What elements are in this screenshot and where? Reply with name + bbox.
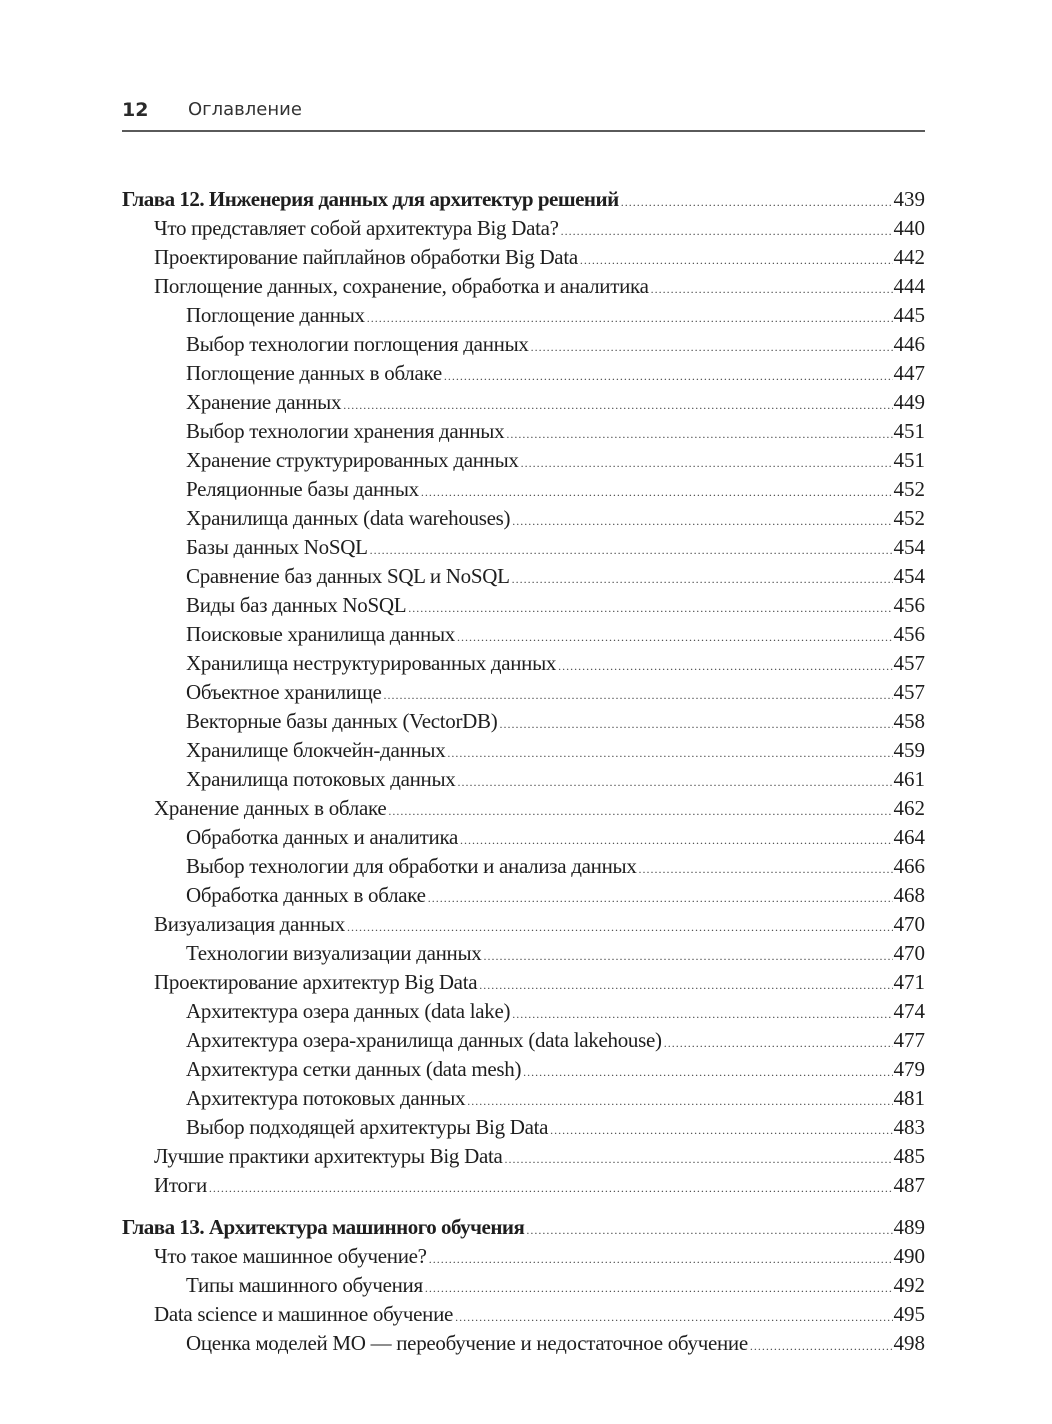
dot-leader [460, 826, 892, 855]
entry-title: Что такое машинное обучение? [154, 1244, 427, 1268]
toc-entry[interactable] [122, 330, 925, 359]
toc-entry[interactable] [122, 388, 925, 417]
dot-leader [531, 333, 893, 362]
entry-title: Что представляет собой архитектура Big Data? [154, 216, 559, 240]
dot-leader [664, 1029, 893, 1058]
dot-leader [383, 681, 892, 710]
entry-title: Типы машинного обучения [186, 1273, 423, 1297]
entry-page: 451 [893, 448, 925, 472]
dot-leader [458, 768, 893, 797]
dot-leader [447, 739, 892, 768]
toc-entry[interactable] [122, 301, 925, 330]
toc-entry[interactable] [122, 910, 925, 939]
entry-page: 464 [893, 825, 925, 849]
dot-leader [429, 1245, 893, 1274]
entry-page: 468 [893, 883, 925, 907]
entry-page: 454 [893, 535, 925, 559]
entry-page: 470 [893, 912, 925, 936]
entry-page: 485 [893, 1144, 925, 1168]
entry-title: Объектное хранилище [186, 680, 382, 704]
entry-page: 459 [893, 738, 925, 762]
dot-leader [421, 478, 893, 507]
entry-title: Проектирование архитектур Big Data [154, 970, 478, 994]
entry-page: 481 [893, 1086, 925, 1110]
running-head [122, 97, 925, 127]
dot-leader [505, 1145, 893, 1174]
dot-leader [367, 304, 893, 333]
entry-title: Data science и машинное обучение [154, 1302, 454, 1326]
entry-page: 447 [893, 361, 925, 385]
dot-leader [506, 420, 892, 449]
entry-title: Хранение данных в облаке [154, 796, 387, 820]
toc-entry[interactable] [122, 1113, 925, 1142]
dot-leader [467, 1087, 892, 1116]
entry-title: Архитектура сетки данных (data mesh) [186, 1057, 522, 1081]
entry-title: Архитектура озера-хранилища данных (data lakehouse) [186, 1028, 662, 1052]
entry-page: 461 [893, 767, 925, 791]
entry-page: 495 [893, 1302, 925, 1326]
entry-title: Выбор технологии поглощения данных [186, 332, 529, 356]
toc-entry[interactable] [122, 214, 925, 243]
dot-leader [639, 855, 893, 884]
entry-title: Архитектура озера данных (data lake) [186, 999, 511, 1023]
entry-page: 446 [893, 332, 925, 356]
dot-leader [558, 652, 892, 681]
toc-entry[interactable] [122, 1271, 925, 1300]
entry-page: 444 [893, 274, 925, 298]
toc-entry[interactable] [122, 243, 925, 272]
toc-entry[interactable] [122, 475, 925, 504]
dot-leader [483, 942, 892, 971]
entry-page: 442 [893, 245, 925, 269]
entry-page: 457 [893, 680, 925, 704]
entry-title: Итоги [154, 1173, 207, 1197]
entry-title: Технологии визуализации данных [186, 941, 482, 965]
entry-title: Базы данных NoSQL [186, 535, 368, 559]
dot-leader [521, 449, 893, 478]
entry-page: 454 [893, 564, 925, 588]
entry-page: 470 [893, 941, 925, 965]
toc-entry[interactable] [122, 1300, 925, 1329]
entry-title: Архитектура потоковых данных [186, 1086, 466, 1110]
dot-leader [408, 594, 892, 623]
entry-title: Выбор технологии хранения данных [186, 419, 505, 443]
entry-page: 490 [893, 1244, 925, 1268]
page-number: 12 [122, 99, 149, 121]
toc-entry[interactable] [122, 1242, 925, 1271]
entry-title: Хранение структурированных данных [186, 448, 519, 472]
toc-entry[interactable] [122, 794, 925, 823]
toc-entry[interactable] [122, 852, 925, 881]
entry-title: Оценка моделей МО — переобучение и недостаточное обучение [186, 1331, 748, 1355]
table-of-contents [122, 184, 925, 1358]
entry-title: Реляционные базы данных [186, 477, 419, 501]
chapter-title: Глава 13. Архитектура машинного обучения [122, 1215, 525, 1239]
toc-entry[interactable] [122, 1055, 925, 1084]
dot-leader [388, 797, 892, 826]
toc-entry[interactable] [122, 562, 925, 591]
dot-leader [512, 1000, 892, 1029]
toc-entry[interactable] [122, 968, 925, 997]
entry-page: 440 [893, 216, 925, 240]
dot-leader [499, 710, 892, 739]
toc-entry[interactable] [122, 272, 925, 301]
dot-leader [444, 362, 893, 391]
dot-leader [347, 913, 893, 942]
entry-page: 477 [893, 1028, 925, 1052]
toc-entry[interactable] [122, 359, 925, 388]
toc-entry[interactable] [122, 649, 925, 678]
toc-entry[interactable] [122, 736, 925, 765]
dot-leader [550, 1116, 892, 1145]
dot-leader [428, 884, 893, 913]
entry-title: Выбор технологии для обработки и анализа данных [186, 854, 637, 878]
entry-title: Проектирование пайплайнов обработки Big Data [154, 245, 578, 269]
toc-entry[interactable] [122, 997, 925, 1026]
entry-title: Хранилища неструктурированных данных [186, 651, 557, 675]
entry-page: 462 [893, 796, 925, 820]
dot-leader [651, 275, 893, 304]
entry-title: Выбор подходящей архитектуры Big Data [186, 1115, 549, 1139]
entry-title: Визуализация данных [154, 912, 345, 936]
entry-page: 492 [893, 1273, 925, 1297]
entry-title: Обработка данных в облаке [186, 883, 426, 907]
toc-entry[interactable] [122, 881, 925, 910]
entry-title: Виды баз данных NoSQL [186, 593, 407, 617]
dot-leader [455, 1303, 892, 1332]
toc-entry[interactable] [122, 1142, 925, 1171]
entry-page: 498 [893, 1331, 925, 1355]
toc-entry[interactable] [122, 678, 925, 707]
entry-title: Поисковые хранилища данных [186, 622, 456, 646]
dot-leader [523, 1058, 892, 1087]
dot-leader [343, 391, 892, 420]
entry-title: Хранилища потоковых данных [186, 767, 456, 791]
entry-page: 452 [893, 506, 925, 530]
entry-title: Хранилище блокчейн-данных [186, 738, 446, 762]
toc-entry[interactable] [122, 1084, 925, 1113]
dot-leader [512, 507, 892, 536]
entry-title: Поглощение данных в облаке [186, 361, 442, 385]
header-divider [122, 130, 925, 132]
dot-leader [580, 246, 893, 275]
toc-chapter-12[interactable] [122, 184, 925, 214]
entry-page: 445 [893, 303, 925, 327]
toc-entry[interactable] [122, 1171, 925, 1200]
dot-leader [479, 971, 892, 1000]
dot-leader [425, 1274, 893, 1303]
dot-leader [750, 1332, 893, 1361]
entry-title: Поглощение данных [186, 303, 365, 327]
entry-title: Хранение данных [186, 390, 342, 414]
entry-page: 457 [893, 651, 925, 675]
entry-title: Хранилища данных (data warehouses) [186, 506, 511, 530]
entry-page: 479 [893, 1057, 925, 1081]
entry-page: 456 [893, 593, 925, 617]
toc-entry[interactable] [122, 446, 925, 475]
toc-chapter-13[interactable] [122, 1212, 925, 1242]
entry-page: 458 [893, 709, 925, 733]
toc-entry[interactable] [122, 707, 925, 736]
entry-page: 449 [893, 390, 925, 414]
entry-page: 471 [893, 970, 925, 994]
entry-page: 474 [893, 999, 925, 1023]
dot-leader [370, 536, 893, 565]
entry-page: 466 [893, 854, 925, 878]
entry-title: Лучшие практики архитектуры Big Data [154, 1144, 503, 1168]
entry-title: Обработка данных и аналитика [186, 825, 459, 849]
entry-page: 483 [893, 1115, 925, 1139]
chapter-page: 489 [893, 1215, 925, 1239]
entry-title: Векторные базы данных (VectorDB) [186, 709, 498, 733]
toc-entry[interactable] [122, 823, 925, 852]
dot-leader [209, 1174, 893, 1203]
toc-entry[interactable] [122, 1026, 925, 1055]
dot-leader [621, 187, 893, 217]
chapter-page: 439 [893, 187, 925, 211]
entry-title: Поглощение данных, сохранение, обработка и аналитика [154, 274, 649, 298]
dot-leader [526, 1215, 892, 1245]
toc-entry[interactable] [122, 591, 925, 620]
toc-entry[interactable] [122, 504, 925, 533]
chapter-title: Глава 12. Инженерия данных для архитектур решений [122, 187, 619, 211]
dot-leader [512, 565, 893, 594]
dot-leader [457, 623, 892, 652]
dot-leader [561, 217, 893, 246]
entry-page: 452 [893, 477, 925, 501]
entry-title: Сравнение баз данных SQL и NoSQL [186, 564, 510, 588]
toc-entry[interactable] [122, 417, 925, 446]
toc-entry[interactable] [122, 765, 925, 794]
toc-entry[interactable] [122, 620, 925, 649]
entry-page: 456 [893, 622, 925, 646]
running-head-title: Оглавление [188, 99, 302, 120]
toc-entry[interactable] [122, 939, 925, 968]
entry-page: 487 [893, 1173, 925, 1197]
entry-page: 451 [893, 419, 925, 443]
toc-entry[interactable] [122, 533, 925, 562]
toc-entry[interactable] [122, 1329, 925, 1358]
